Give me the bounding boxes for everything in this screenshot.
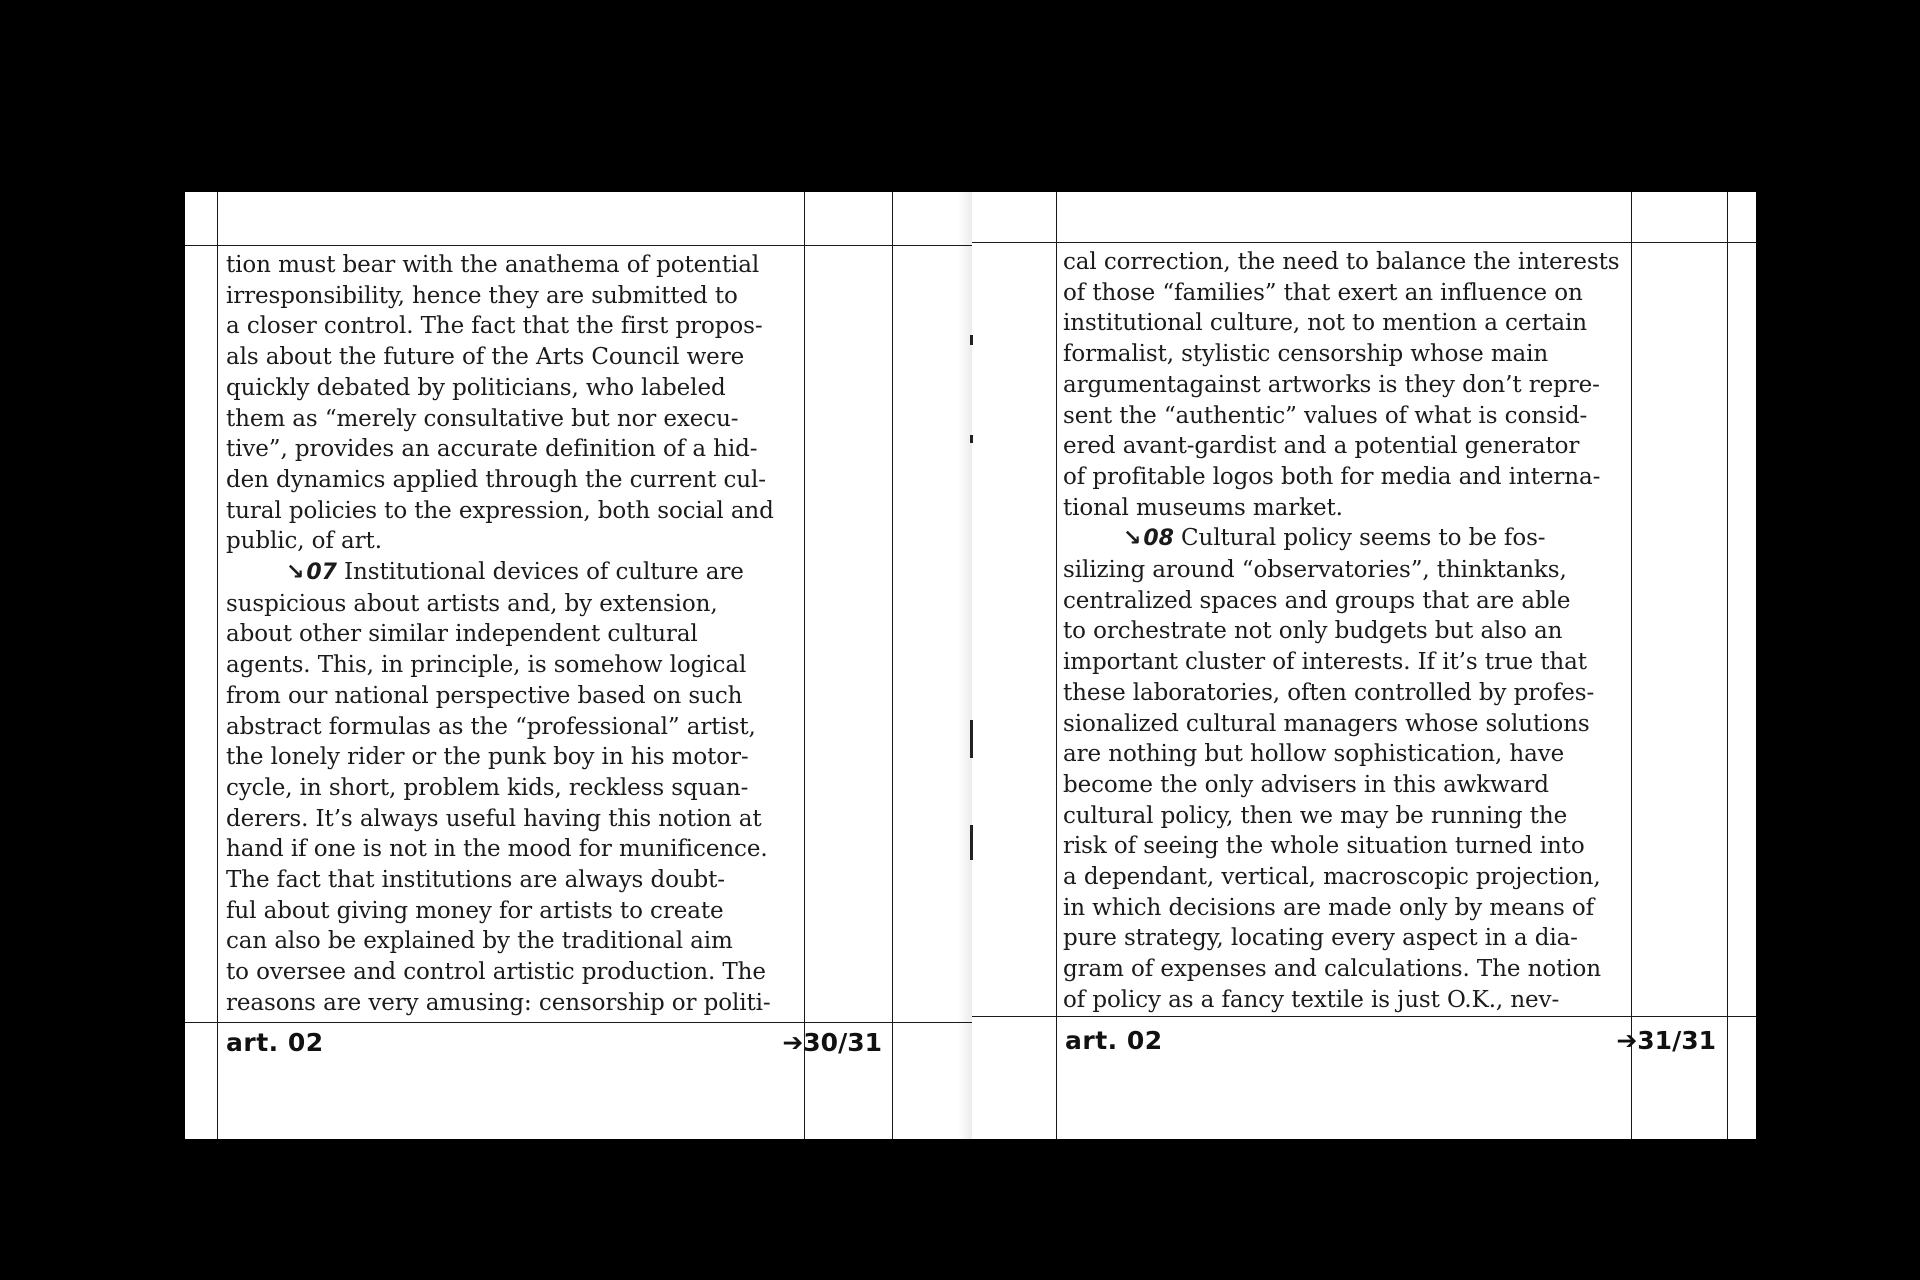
text-line: gram of expenses and calculations. The notion bbox=[1063, 956, 1601, 983]
left-page bbox=[185, 192, 972, 1139]
text-line: become the only advisers in this awkward bbox=[1063, 771, 1549, 798]
text-line: to oversee and control artistic production. The bbox=[226, 959, 766, 986]
text-line: of profitable logos both for media and interna- bbox=[1063, 463, 1601, 490]
text-line: ful about giving money for artists to create bbox=[226, 897, 724, 924]
text-line: reasons are very amusing: censorship or politi- bbox=[226, 989, 771, 1016]
right-margin-rule bbox=[1727, 192, 1728, 1139]
text-line-rest: Cultural policy seems to be fos- bbox=[1173, 525, 1546, 552]
footer-rule bbox=[185, 1022, 972, 1023]
text-line: from our national perspective based on such bbox=[226, 682, 743, 709]
text-line: ered avant-gardist and a potential generator bbox=[1063, 433, 1580, 460]
gutter-binding-mark bbox=[970, 335, 973, 345]
text-line: about other similar independent cultural bbox=[226, 621, 698, 648]
text-line: tion must bear with the anathema of potential bbox=[226, 252, 760, 278]
paragraph-start-line bbox=[1063, 523, 1619, 555]
text-line: formalist, stylistic censorship whose main bbox=[1063, 341, 1549, 368]
header-rule bbox=[972, 242, 1756, 243]
outer-column-rule bbox=[892, 192, 893, 1139]
text-line: to orchestrate not only budgets but also an bbox=[1063, 618, 1563, 645]
right-body-text bbox=[1063, 247, 1619, 1016]
text-line: The fact that institutions are always doubt- bbox=[226, 867, 725, 894]
gutter-binding-mark bbox=[970, 720, 973, 758]
gutter-binding-mark bbox=[970, 825, 973, 860]
left-margin-rule bbox=[217, 192, 218, 1139]
text-line: als about the future of the Arts Council were bbox=[226, 344, 745, 371]
text-line: sionalized cultural managers whose solutions bbox=[1063, 710, 1590, 737]
text-line: argumentagainst artworks is they don’t repre- bbox=[1063, 371, 1600, 398]
text-line: abstract formulas as the “professional” artist, bbox=[226, 713, 756, 740]
section-marker: ↘ 08 bbox=[1123, 526, 1174, 552]
text-line: silizing around “observatories”, thinktanks, bbox=[1063, 557, 1567, 584]
running-footer-label: art. 02 bbox=[226, 1028, 324, 1057]
text-line: derers. It’s always useful having this notion at bbox=[226, 805, 762, 832]
text-line: tional museums market. bbox=[1063, 494, 1343, 521]
text-line: risk of seeing the whole situation turned into bbox=[1063, 833, 1585, 860]
section-marker: ↘ 07 bbox=[286, 560, 337, 586]
paragraph-start-line bbox=[226, 557, 774, 589]
text-line: cultural policy, then we may be running the bbox=[1063, 802, 1568, 829]
header-rule bbox=[185, 245, 972, 246]
text-line: a closer control. The fact that the first propos- bbox=[226, 313, 763, 340]
text-line: suspicious about artists and, by extension, bbox=[226, 590, 718, 617]
text-line: are nothing but hollow sophistication, have bbox=[1063, 741, 1565, 768]
text-line: in which decisions are made only by means of bbox=[1063, 894, 1595, 921]
text-line: them as “merely consultative but nor execu- bbox=[226, 405, 739, 432]
text-line: can also be explained by the traditional aim bbox=[226, 928, 733, 955]
text-column-rule bbox=[804, 192, 805, 1139]
gutter-binding-mark bbox=[970, 435, 973, 443]
running-footer-label: art. 02 bbox=[1065, 1026, 1163, 1055]
page-number: ➔30/31 bbox=[782, 1028, 882, 1057]
text-line: important cluster of interests. If it’s true that bbox=[1063, 649, 1587, 676]
text-line: of policy as a fancy textile is just O.K., nev- bbox=[1063, 986, 1560, 1013]
text-line: tive”, provides an accurate definition of a hid- bbox=[226, 436, 758, 463]
page-number: ➔31/31 bbox=[1616, 1026, 1716, 1055]
text-line: pure strategy, locating every aspect in a dia- bbox=[1063, 925, 1578, 952]
text-line: the lonely rider or the punk boy in his motor- bbox=[226, 744, 749, 771]
text-line-rest: Institutional devices of culture are bbox=[336, 559, 744, 586]
text-column-rule bbox=[1631, 192, 1632, 1139]
text-line: hand if one is not in the mood for munificence. bbox=[226, 836, 768, 863]
text-line: cycle, in short, problem kids, reckless squan- bbox=[226, 774, 749, 801]
text-line: a dependant, vertical, macroscopic projection, bbox=[1063, 864, 1601, 891]
right-page bbox=[972, 192, 1756, 1139]
left-body-text bbox=[226, 250, 774, 1019]
text-line: quickly debated by politicians, who labeled bbox=[226, 374, 726, 401]
text-line: centralized spaces and groups that are able bbox=[1063, 587, 1571, 614]
text-line: den dynamics applied through the current cul- bbox=[226, 466, 766, 493]
text-line: agents. This, in principle, is somehow logical bbox=[226, 652, 747, 679]
text-line: sent the “authentic” values of what is consid- bbox=[1063, 402, 1588, 429]
text-line: cal correction, the need to balance the interests bbox=[1063, 249, 1620, 275]
text-line: irresponsibility, hence they are submitted to bbox=[226, 282, 738, 309]
text-line: these laboratories, often controlled by profes- bbox=[1063, 679, 1595, 706]
text-line: institutional culture, not to mention a certain bbox=[1063, 310, 1587, 337]
footer-rule bbox=[972, 1016, 1756, 1017]
text-line: public, of art. bbox=[226, 528, 382, 555]
text-line: tural policies to the expression, both social and bbox=[226, 497, 774, 524]
inner-column-rule bbox=[1056, 192, 1057, 1139]
text-line: of those “families” that exert an influence on bbox=[1063, 279, 1583, 306]
